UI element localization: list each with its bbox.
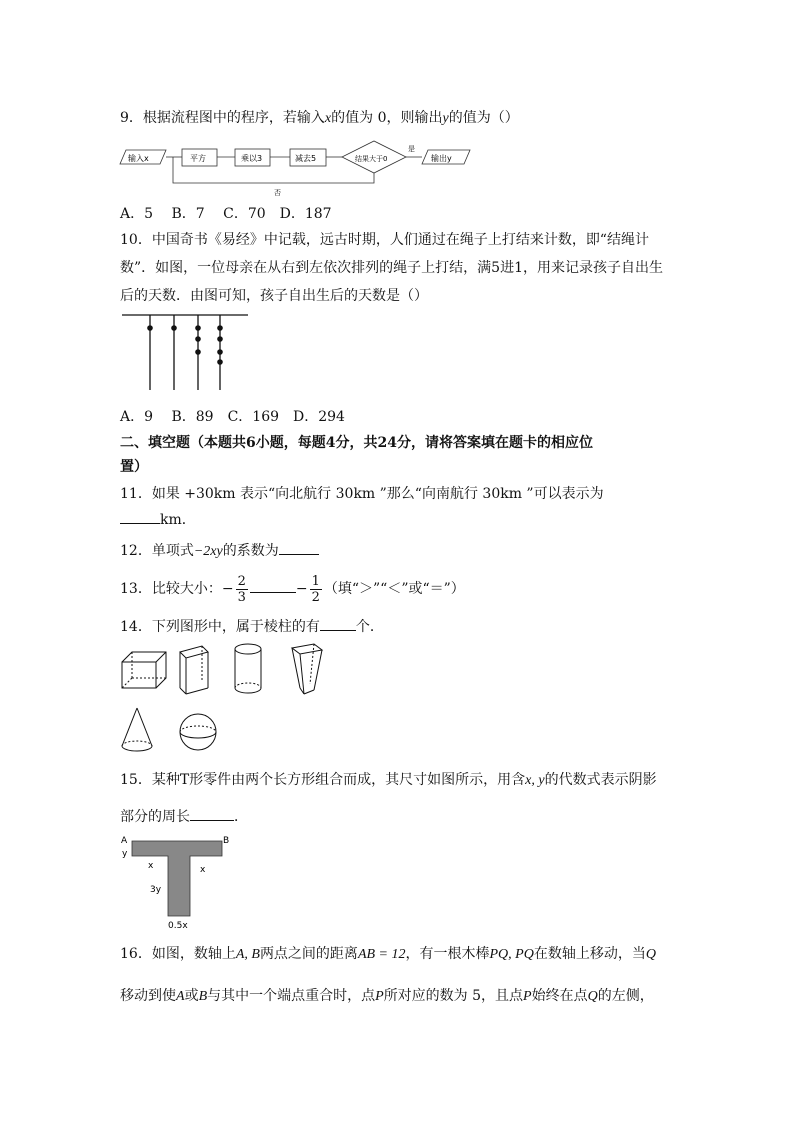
solid-cylinder — [235, 644, 261, 693]
flow-yes-label: 是 — [408, 145, 415, 153]
t-label-y: y — [122, 849, 128, 859]
flow-step1-text: 平方 — [190, 154, 206, 163]
q12-answer-blank[interactable] — [279, 540, 319, 555]
q16-line2: 移动到使A或B与其中一个端点重合时，点P所对应的数为 5，且点P始终在点Q的左侧， — [120, 988, 654, 1004]
solid-tall-prism — [180, 646, 208, 694]
q9-options: A．5 B．7 C．70 D．187 — [120, 206, 332, 222]
flow-step3-text: 减去5 — [295, 154, 317, 163]
solid-cone — [122, 708, 152, 751]
q13-answer-blank[interactable] — [250, 578, 296, 593]
q11-line1: 11．如果 +30km 表示“向北航行 30km ”那么“向南航行 30km ”可以表示为 — [120, 486, 604, 502]
q10-line3: 后的天数．由图可知，孩子自出生后的天数是（） — [120, 288, 428, 304]
q15-t-shape-figure — [118, 832, 238, 932]
t-label-x-right: x — [200, 865, 206, 875]
t-label-0.5x: 0.5x — [168, 921, 188, 931]
t-shape-shaded — [132, 841, 222, 916]
rope-3-knot — [195, 336, 201, 342]
q15-answer-blank[interactable] — [190, 806, 234, 821]
rope-2-knot — [171, 325, 177, 331]
q13-fraction-2: $\frac{1}{2}$ — [311, 573, 320, 605]
section2-title-line2: 置） — [120, 459, 148, 475]
q9-stem: 9．根据流程图中的程序，若输入x的值为 0，则输出y的值为（） — [120, 110, 519, 126]
q11-answer-blank[interactable] — [120, 509, 160, 524]
rope-4-knot — [217, 349, 223, 355]
q10-knot-rope-figure — [118, 308, 252, 394]
rope-1-knot — [147, 325, 153, 331]
rope-4-knot — [217, 359, 223, 365]
q11-line2: km． — [120, 509, 196, 530]
q15-line2: 部分的周长 ． — [120, 806, 248, 827]
q9-flowchart — [118, 140, 478, 200]
solid-frustum — [292, 644, 322, 694]
t-label-3y: 3y — [150, 885, 162, 895]
rope-4-knot — [217, 336, 223, 342]
q14-solids-figure — [118, 638, 338, 758]
q16-line1: 16．如图，数轴上A, B两点之间的距离AB = 12，有一根木棒PQ, PQ在数轴上移动，当Q — [120, 946, 656, 962]
q12-line: 12．单项式−2xy的系数为 — [120, 540, 319, 562]
q14-line: 14．下列图形中，属于棱柱的有 个． — [120, 616, 384, 637]
rope-3-knot — [195, 325, 201, 331]
flow-output-text: 输出y — [431, 154, 452, 163]
q13-line: 13．比较大小：− $\frac{2}{3}$ − $\frac{1}{2}$ （填“＞”“＜”或“＝”） — [120, 573, 465, 605]
q13-fraction-1: $\frac{2}{3}$ — [237, 573, 246, 605]
t-label-B: B — [223, 836, 230, 846]
q10-options: A．9 B．89 C．169 D．294 — [120, 409, 345, 425]
flow-decision-text: 结果大于0 — [355, 155, 388, 163]
rope-3-knot — [195, 349, 201, 355]
flow-no-label: 否 — [274, 189, 281, 197]
solid-sphere — [180, 714, 216, 750]
flow-step2-text: 乘以3 — [241, 154, 263, 163]
t-label-x-left: x — [148, 861, 154, 871]
q10-line2: 数”．如图，一位母亲在从右到左依次排列的绳子上打结，满5进1，用来记录孩子自出生 — [120, 260, 663, 276]
q14-answer-blank[interactable] — [320, 616, 356, 631]
rope-4-knot — [217, 325, 223, 331]
q10-line1: 10．中国奇书《易经》中记载，远古时期，人们通过在绳子上打结来计数，即“结绳计 — [120, 232, 649, 248]
q15-line1: 15．某种T形零件由两个长方形组合而成，其尺寸如图所示，用含x, y的代数式表示阴影 — [120, 772, 657, 788]
t-label-A: A — [121, 836, 128, 846]
section2-title-line1: 二、填空题（本题共6小题，每题4分，共24分，请将答案填在题卡的相应位 — [120, 435, 593, 451]
flow-input-text: 输入x — [128, 154, 149, 163]
solid-cuboid — [122, 652, 166, 688]
